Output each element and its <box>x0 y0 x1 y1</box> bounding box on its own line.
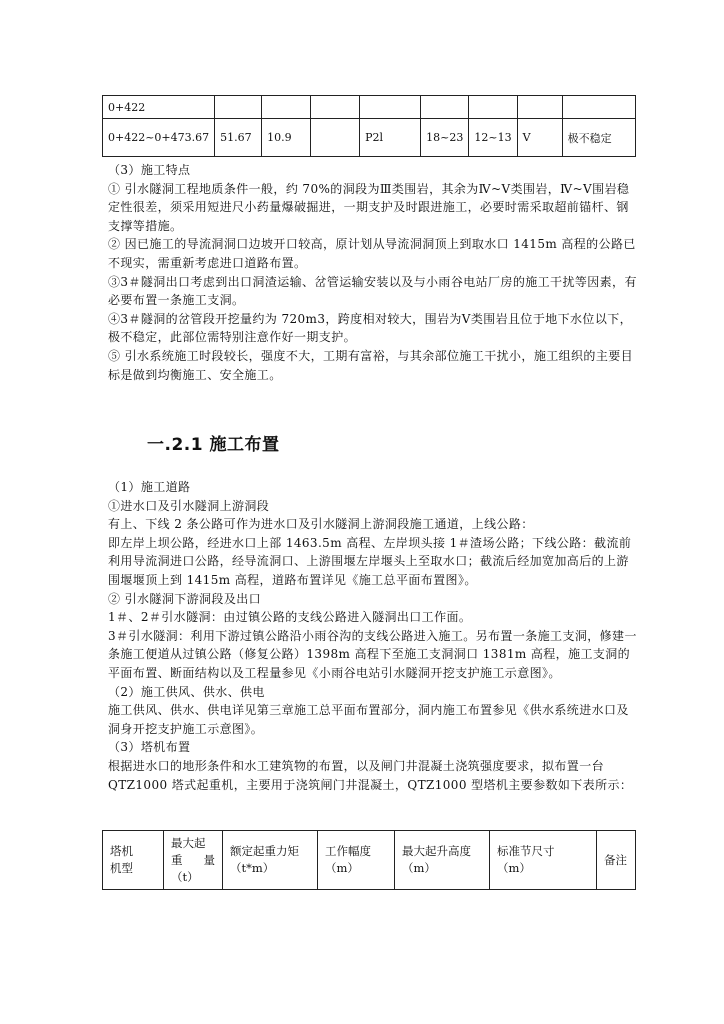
paragraph: ② 引水隧洞下游洞段及出口 <box>108 591 262 606</box>
table-header-cell <box>103 831 164 890</box>
paragraph: 1＃、2＃引水隧洞：由过镇公路的支线公路进入隧洞出口工作面。 <box>108 610 472 625</box>
table-cell <box>262 96 311 119</box>
table-header-cell <box>223 831 318 890</box>
header-line: （m） <box>497 861 531 875</box>
table-cell <box>360 96 421 119</box>
table-row <box>103 96 636 119</box>
table-cell: 51.67 <box>215 119 262 157</box>
header-line: 工作幅度 <box>325 844 371 858</box>
paragraph: （2）施工供风、供水、供电 <box>108 684 265 699</box>
header-word: 重 <box>171 852 183 867</box>
header-line: （t*m） <box>230 861 275 875</box>
table-header-row <box>103 831 636 890</box>
table-cell <box>517 96 562 119</box>
header-line: （m） <box>402 861 436 875</box>
paragraph: ④3＃隧洞的岔管段开挖量约为 720m3，跨度相对较大，围岩为Ⅴ类围岩且位于地下水位以下，极不稳定，此部位需特别注意作好一期支护。 <box>108 311 633 345</box>
paragraph: 根据进水口的地形条件和水工建筑物的布置，以及闸门井混凝土浇筑强度要求，拟布置一台 QTZ1000 塔式起重机，主要用于浇筑闸门井混凝土，QTZ1000 型塔机主要参数如下表所示： <box>108 758 633 792</box>
header-line: 机型 <box>110 861 133 875</box>
header-line: （t） <box>171 869 199 884</box>
header-word: 量 <box>203 852 215 867</box>
table-header-cell <box>318 831 395 890</box>
crane-parameters-table <box>102 830 636 890</box>
paragraph: ①进水口及引水隧洞上游洞段 <box>108 498 270 513</box>
header-line: 备注 <box>604 852 627 867</box>
header-line: 最大起升高度 <box>402 844 471 858</box>
table-row <box>103 119 636 157</box>
header-line: 最大起 <box>171 835 206 850</box>
paragraph: ③3＃隧洞出口考虑到出口洞渣运输、岔管运输安装以及与小雨谷电站厂房的施工干扰等因素，有必要布置一条施工支洞。 <box>108 274 637 308</box>
table-header-cell <box>164 831 223 890</box>
table-cell: Ⅴ <box>517 119 562 157</box>
paragraph: ⑤ 引水系统施工时段较长，强度不大，工期有富裕，与其余部位施工干扰小，施工组织的主要目标是做到均衡施工、安全施工。 <box>108 348 634 382</box>
paragraph: （1）施工道路 <box>108 480 191 494</box>
header-line: （m） <box>325 861 359 875</box>
construction-features-section <box>108 161 638 384</box>
subheading: （3）施工特点 <box>108 163 191 177</box>
table-cell <box>311 119 360 157</box>
header-line: 塔机 <box>110 844 133 858</box>
paragraph: 3＃引水隧洞：利用下游过镇公路沿小雨谷沟的支线公路进入施工。另布置一条施工支洞，修建一条施工便道从过镇公路（修复公路）1398m 高程下至施工支洞洞口 1381m 高程，施工支洞的平面布置、断面结构以及工程量参见《小雨谷电站引水隧洞开挖支护施工示意图》。 <box>108 628 637 680</box>
table-cell <box>311 96 360 119</box>
table-cell: P2l <box>360 119 421 157</box>
table-cell <box>215 96 262 119</box>
header-line <box>171 852 215 869</box>
paragraph: 有上、下线 2 条公路可作为进水口及引水隧洞上游洞段施工通道，上线公路： <box>108 517 534 532</box>
geology-table <box>102 95 636 157</box>
table-header-cell <box>490 831 597 890</box>
table-cell <box>562 96 635 119</box>
table-header-cell <box>597 831 636 890</box>
paragraph: 施工供风、供水、供电详见第三章施工总平面布置部分，洞内施工布置参见《供水系统进水口及洞身开挖支护施工示意图》。 <box>108 703 629 736</box>
paragraph: 即左岸上坝公路，经进水口上部 1463.5m 高程、左岸坝头接 1＃渣场公路；下线公路：截流前利用导流洞进口公路，经导流洞口、上游围堰左岸堰头上至取水口；截流后经加宽加高后的上游围堰堰顶上到 1415m 高程，道路布置详见《施工总平面布置图》。 <box>108 535 632 587</box>
table-cell: 12~13 <box>469 119 517 157</box>
table-cell: 10.9 <box>262 119 311 157</box>
paragraph: ② 因已施工的导流洞洞口边坡开口较高，原计划从导流洞洞顶上到取水口 1415m 高程的公路已不现实，需重新考虑进口道路布置。 <box>108 237 636 270</box>
paragraph: ① 引水隧洞工程地质条件一般，约 70%的洞段为Ⅲ类围岩，其余为Ⅳ~Ⅴ类围岩，Ⅳ~Ⅴ围岩稳定性很差，须采用短进尺小药量爆破掘进，一期支护及时跟进施工，必要时需采取超前锚杆、钢支撑等措施。 <box>108 181 630 233</box>
table-cell: 0+422~0+473.67 <box>103 119 215 157</box>
header-line: 标准节尺寸 <box>497 844 555 858</box>
table-header-cell <box>395 831 490 890</box>
table-cell: 0+422 <box>103 96 215 119</box>
paragraph: （3）塔机布置 <box>108 740 191 755</box>
header-line: 额定起重力矩 <box>230 844 299 858</box>
table-cell <box>421 96 469 119</box>
section-title: 一.2.1 施工布置 <box>147 435 280 455</box>
table-cell <box>469 96 517 119</box>
table-cell: 极不稳定 <box>562 119 635 157</box>
table-cell: 18~23 <box>421 119 469 157</box>
construction-layout-section <box>108 478 638 794</box>
